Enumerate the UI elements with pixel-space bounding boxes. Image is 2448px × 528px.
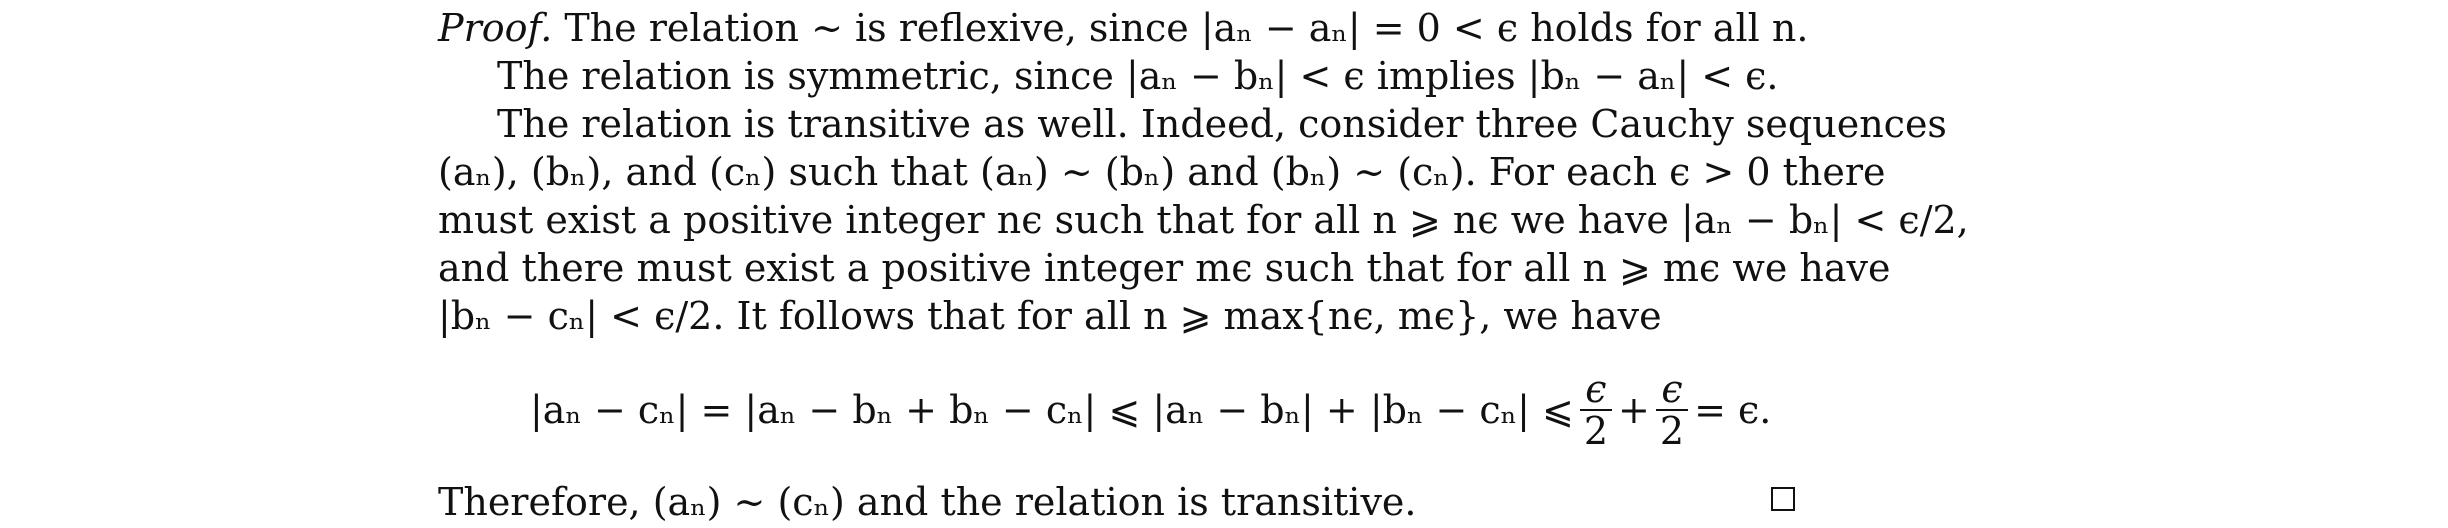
conclusion-sentence: Therefore, (aₙ) ∼ (cₙ) and the relation is transitive. <box>438 480 1417 524</box>
plus-sign: + <box>1618 388 1650 432</box>
display-equation <box>530 360 1771 460</box>
fraction-2 <box>1656 369 1688 451</box>
proof-line-4: (aₙ), (bₙ), and (cₙ) such that (aₙ) ∼ (bₙ) and (bₙ) ∼ (cₙ). For each ϵ > 0 there <box>438 150 1886 194</box>
proof-block <box>438 0 1969 528</box>
proof-line-7: |bₙ − cₙ| < ϵ/2. It follows that for all n ⩾ max{nϵ, mϵ}, we have <box>438 294 1662 338</box>
equation-lhs: |aₙ − cₙ| = |aₙ − bₙ + bₙ − cₙ| ⩽ |aₙ − bₙ| + |bₙ − cₙ| ⩽ <box>530 388 1574 432</box>
fraction-1-denominator: 2 <box>1583 409 1609 453</box>
fraction-1 <box>1580 369 1612 451</box>
proof-line-5: must exist a positive integer nϵ such that for all n ⩾ nϵ we have |aₙ − bₙ| < ϵ/2, <box>438 198 1969 242</box>
fraction-2-denominator: 2 <box>1659 409 1685 453</box>
reflexive-sentence: The relation ∼ is reflexive, since |aₙ − aₙ| = 0 < ϵ holds for all n. <box>552 6 1809 50</box>
transitive-intro: The relation is transitive as well. Indeed, consider three Cauchy sequences <box>497 102 1947 146</box>
fraction-2-numerator: ϵ <box>1661 367 1683 411</box>
qed-square-icon <box>1771 487 1795 511</box>
fraction-1-numerator: ϵ <box>1585 367 1607 411</box>
proof-label: Proof. <box>438 6 553 50</box>
proof-line-1 <box>438 4 1808 52</box>
symmetric-sentence: The relation is symmetric, since |aₙ − bₙ| < ϵ implies |bₙ − aₙ| < ϵ. <box>497 54 1779 98</box>
proof-line-6: and there must exist a positive integer mϵ such that for all n ⩾ mϵ we have <box>438 246 1891 290</box>
equation-end: = ϵ. <box>1694 388 1772 432</box>
